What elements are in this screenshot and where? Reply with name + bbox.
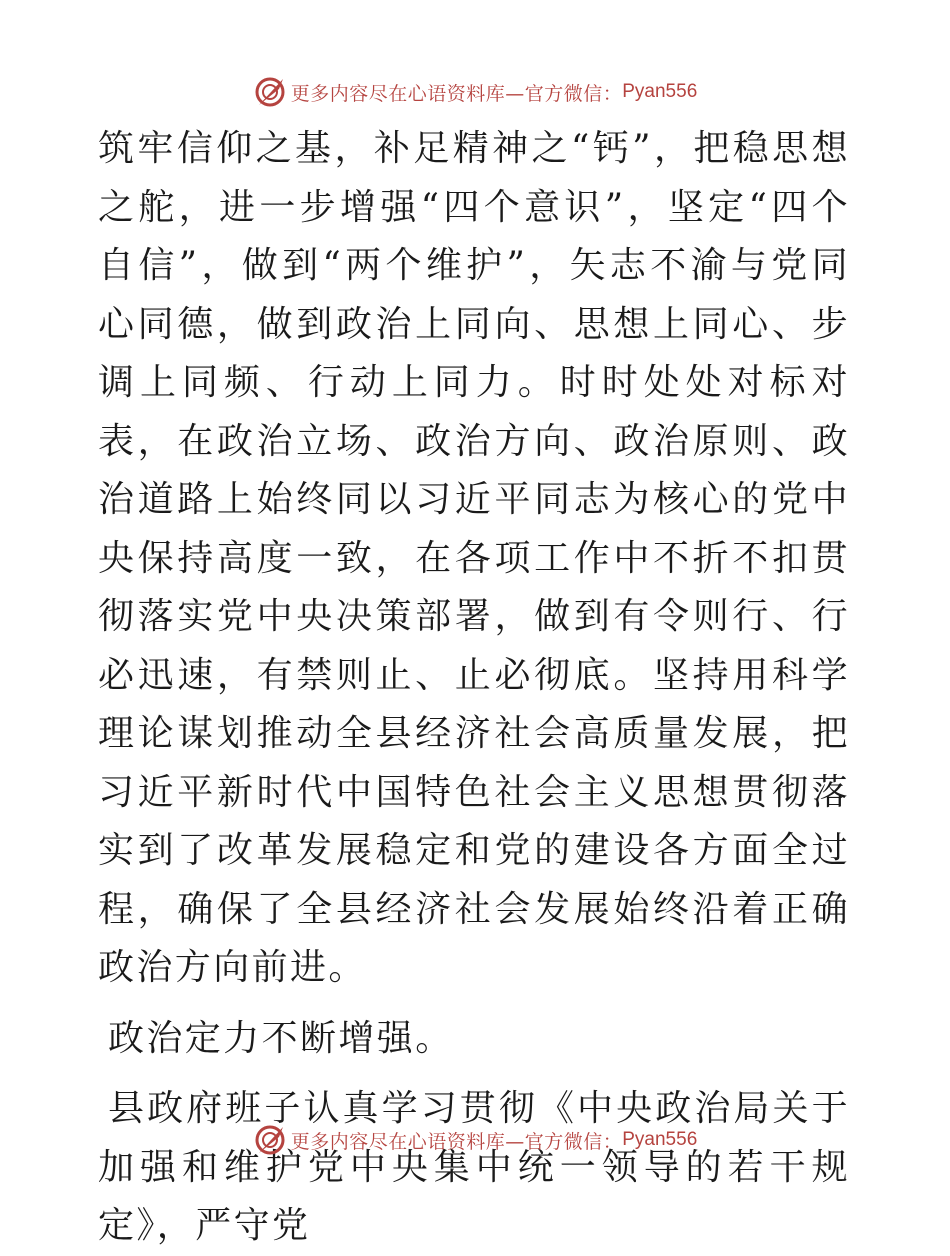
watermark-wechat-id: Pyan556 — [622, 1129, 698, 1150]
watermark-text: 更多内容尽在心语资料库—官方微信： — [290, 82, 623, 105]
footer-watermark — [0, 1120, 950, 1160]
paragraph-main: 筑牢信仰之基，补足精神之“钙”，把稳思想之舵，进一步增强“四个意识”，坚定“四个自信”，做到“两个维护”，矢志不渝与党同心同德，做到政治上同向、思想上同心、步调上同频、行动上同力。时时处处对标对表，在政治立场、政治方向、政治原则、政治道路上始终同以习近平同志为核心的党中央保持高度一致，在各项工作中不折不扣贯彻落实党中央决策部署，做到有令则行、行必迅速，有禁则止、止必彻底。坚持用科学理论谋划推动全县经济社会高质量发展，把习近平新时代中国特色社会主义思想贯彻落实到了改革发展稳定和党的建设各方面全过程，确保了全县经济社会发展始终沿着正确政治方向前进。 — [98, 128, 850, 988]
header-watermark — [0, 72, 950, 112]
watermark-text: 更多内容尽在心语资料库—官方微信： — [290, 1130, 623, 1153]
quill-logo-icon — [253, 75, 287, 109]
document-body — [98, 120, 850, 1256]
watermark-wechat-id: Pyan556 — [622, 81, 698, 102]
section-heading: 政治定力不断增强。 — [108, 1017, 454, 1059]
quill-logo-icon — [253, 1123, 287, 1157]
paragraph-continued: 县政府班子认真学习贯彻《中央政治局关于加强和维护党中央集中统一领导的若干规定》，严守党 — [98, 1088, 850, 1246]
